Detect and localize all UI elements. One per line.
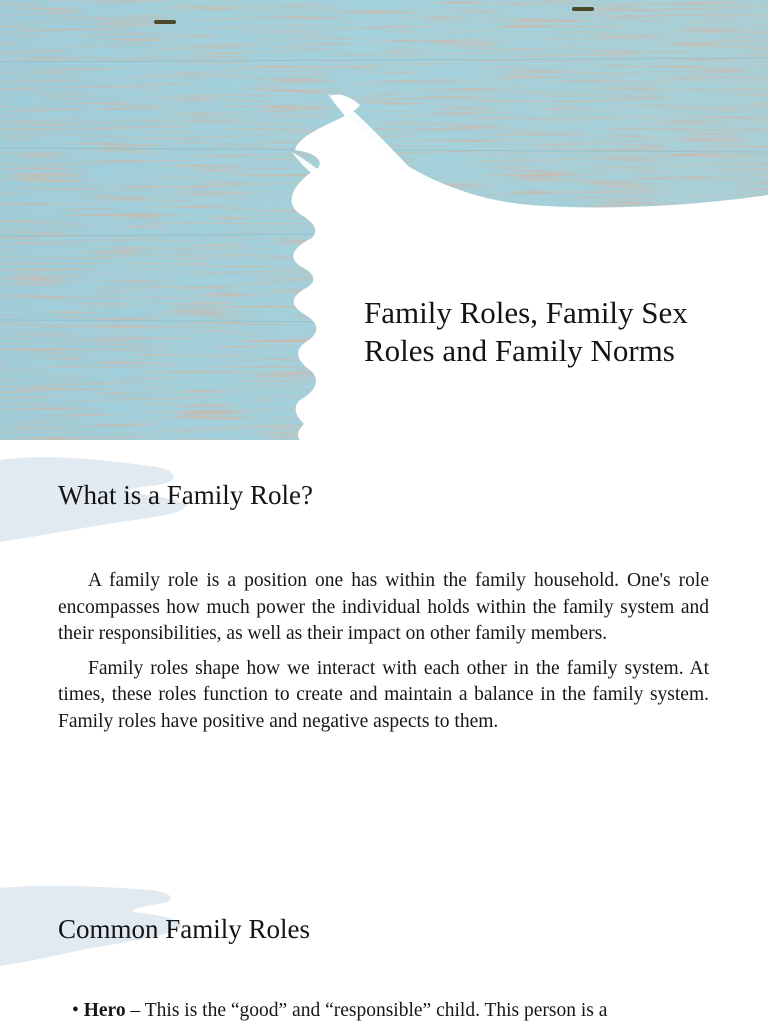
nail-mark <box>154 20 176 24</box>
hero-banner <box>0 0 768 440</box>
paragraph: A family role is a position one has within the family household. One's role encompasses how much power the individual holds within the family system and their responsibilities, as well as their impact on other family members. <box>58 570 709 644</box>
paragraph: Family roles shape how we interact with each other in the family system. At times, these roles function to create and maintain a balance in the family system. Family roles have positive and negative aspects to them. <box>58 657 709 732</box>
role-description: – This is the “good” and “responsible” child. This person is a <box>125 1000 608 1021</box>
section-body <box>58 568 709 743</box>
bullet: • <box>72 1000 79 1021</box>
wood-texture-background <box>0 0 768 440</box>
document-title: Family Roles, Family Sex Roles and Family Norms <box>364 295 688 368</box>
nail-mark <box>572 7 594 11</box>
section-heading-what-is-family-role: What is a Family Role? <box>58 480 313 510</box>
section-heading-common-family-roles: Common Family Roles <box>58 914 311 944</box>
role-term: Hero <box>83 1000 126 1021</box>
list-item-hero <box>72 998 712 1024</box>
